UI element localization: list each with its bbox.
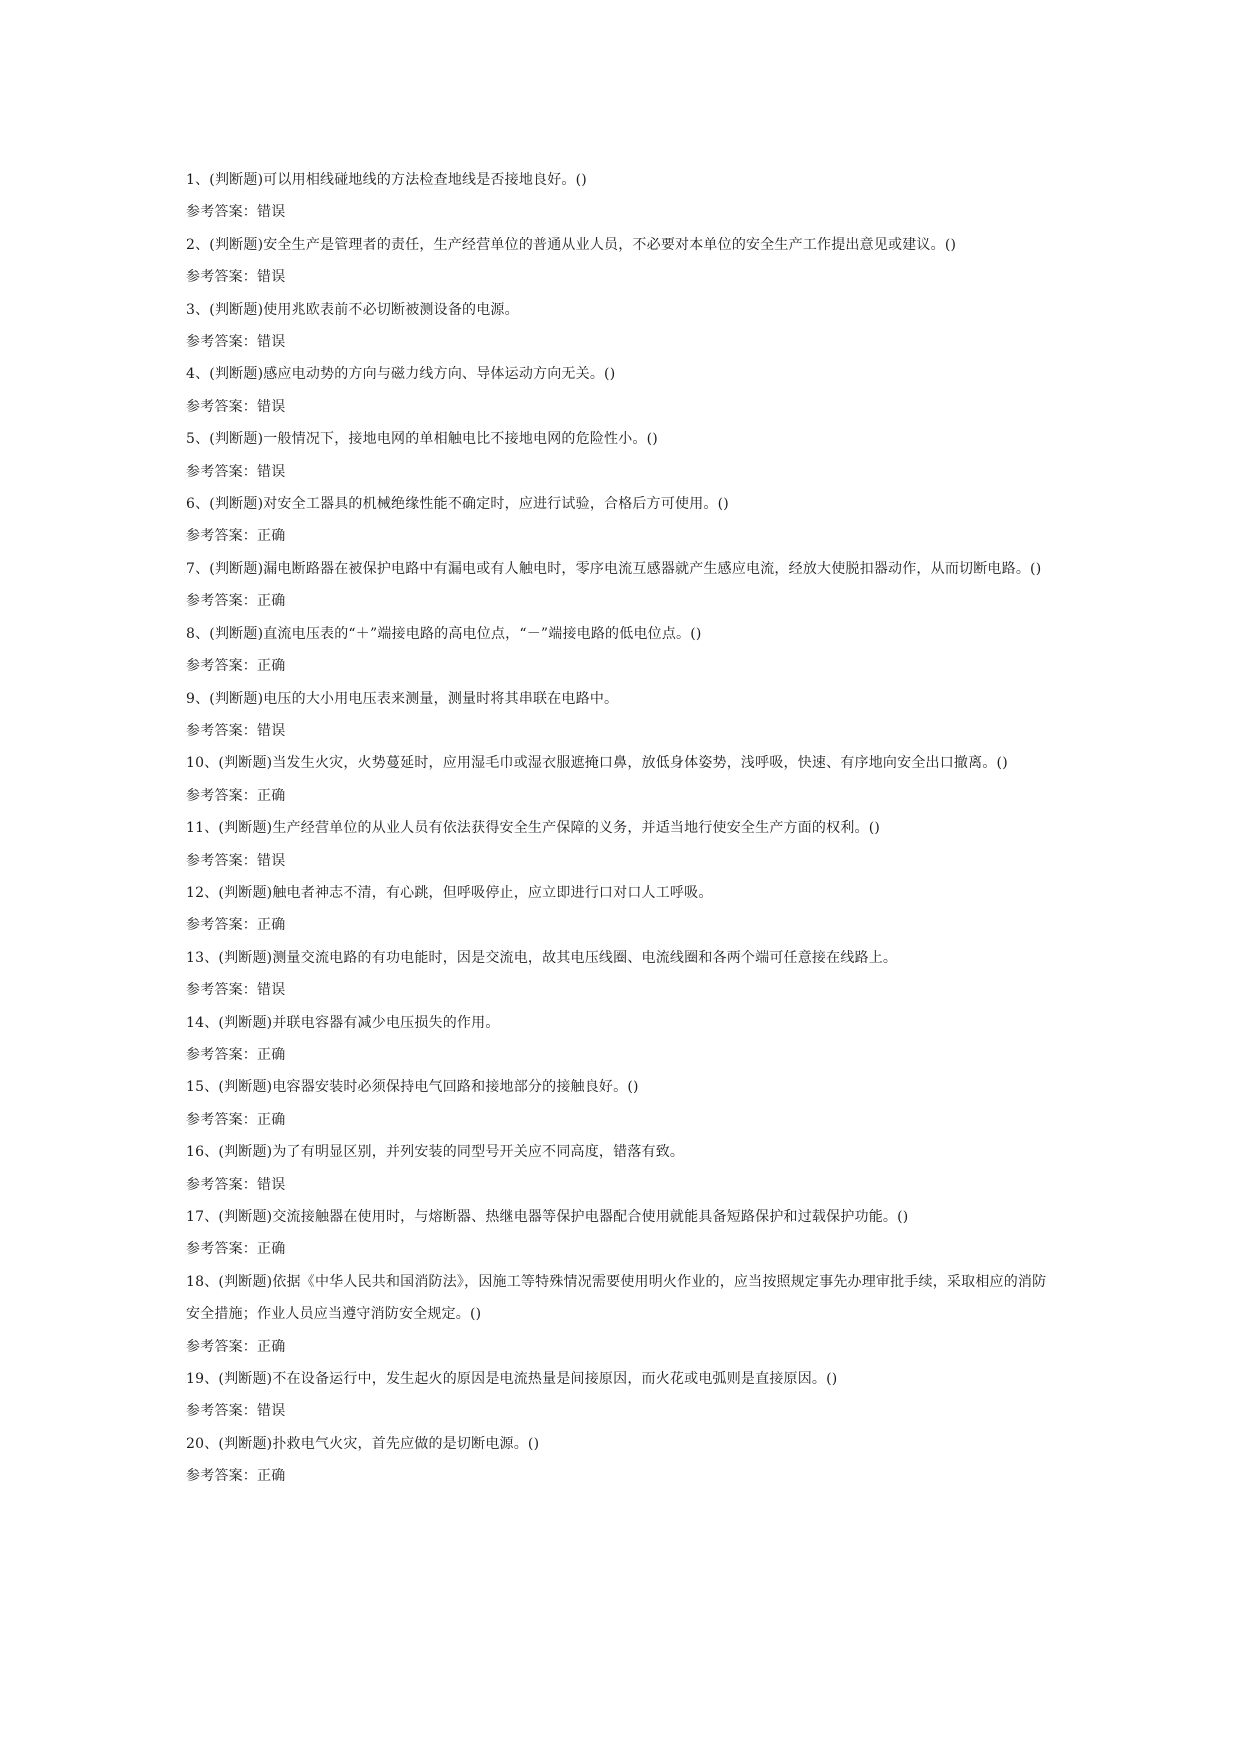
question-list (186, 164, 1056, 1493)
answer-line (186, 1039, 1056, 1071)
question-item (186, 164, 1056, 229)
question-text: 19、(判断题)不在设备运行中，发生起火的原因是电流热量是间接原因，而火花或电弧则是直接原因。() (186, 1371, 838, 1388)
answer-line (186, 650, 1056, 682)
answer-value: 错误 (257, 204, 286, 221)
answer-line (186, 456, 1056, 488)
answer-value: 错误 (257, 398, 286, 415)
answer-label: 参考答案： (186, 204, 257, 221)
question-item (186, 1136, 1056, 1201)
answer-value: 正确 (257, 917, 286, 934)
answer-label: 参考答案： (186, 593, 257, 610)
question-text: 18、(判断题)依据《中华人民共和国消防法》，因施工等特殊情况需要使用明火作业的，应当按照规定事先办理审批手续，采取相应的消防安全措施；作业人员应当遵守消防安全规定。() (186, 1273, 1047, 1323)
answer-value: 错误 (257, 1176, 286, 1193)
answer-line (186, 1104, 1056, 1136)
answer-label: 参考答案： (186, 398, 257, 415)
question-text: 11、(判断题)生产经营单位的从业人员有依法获得安全生产保障的义务，并适当地行使安全生产方面的权利。() (186, 820, 881, 837)
answer-label: 参考答案： (186, 528, 257, 545)
answer-line (186, 715, 1056, 747)
answer-line (186, 974, 1056, 1006)
answer-value: 正确 (257, 787, 286, 804)
question-text: 7、(判断题)漏电断路器在被保护电路中有漏电或有人触电时，零序电流互感器就产生感应电流，经放大使脱扣器动作，从而切断电路。() (186, 560, 1042, 577)
answer-value: 错误 (257, 269, 286, 286)
question-text: 12、(判断题)触电者神志不清，有心跳，但呼吸停止，应立即进行口对口人工呼吸。 (186, 884, 713, 901)
question-item (186, 942, 1056, 1007)
question-text: 13、(判断题)测量交流电路的有功电能时，因是交流电，故其电压线圈、电流线圈和各两个端可任意接在线路上。 (186, 949, 898, 966)
question-text: 2、(判断题)安全生产是管理者的责任，生产经营单位的普通从业人员，不必要对本单位的安全生产工作提出意见或建议。() (186, 236, 957, 253)
answer-line (186, 391, 1056, 423)
question-text: 5、(判断题)一般情况下，接地电网的单相触电比不接地电网的危险性小。() (186, 431, 658, 448)
question-text: 20、(判断题)扑救电气火灾，首先应做的是切断电源。() (186, 1435, 540, 1452)
answer-line (186, 1460, 1056, 1492)
question-item (186, 877, 1056, 942)
answer-label: 参考答案： (186, 1241, 257, 1258)
answer-value: 正确 (257, 1046, 286, 1063)
question-item (186, 229, 1056, 294)
question-text: 8、(判断题)直流电压表的“＋”端接电路的高电位点，“－”端接电路的低电位点。() (186, 625, 702, 642)
answer-line (186, 1331, 1056, 1363)
answer-label: 参考答案： (186, 1111, 257, 1128)
answer-value: 错误 (257, 1403, 286, 1420)
answer-label: 参考答案： (186, 722, 257, 739)
answer-label: 参考答案： (186, 1176, 257, 1193)
answer-value: 错误 (257, 463, 286, 480)
question-text: 6、(判断题)对安全工器具的机械绝缘性能不确定时，应进行试验，合格后方可使用。() (186, 496, 729, 513)
answer-line (186, 780, 1056, 812)
question-item (186, 683, 1056, 748)
answer-label: 参考答案： (186, 982, 257, 999)
answer-value: 正确 (257, 528, 286, 545)
question-text: 3、(判断题)使用兆欧表前不必切断被测设备的电源。 (186, 301, 519, 318)
question-text: 16、(判断题)为了有明显区别，并列安装的同型号开关应不同高度，错落有致。 (186, 1144, 685, 1161)
answer-line (186, 845, 1056, 877)
answer-value: 正确 (257, 1111, 286, 1128)
answer-label: 参考答案： (186, 1046, 257, 1063)
answer-label: 参考答案： (186, 1403, 257, 1420)
question-text: 14、(判断题)并联电容器有减少电压损失的作用。 (186, 1014, 500, 1031)
answer-label: 参考答案： (186, 269, 257, 286)
answer-label: 参考答案： (186, 1338, 257, 1355)
answer-value: 正确 (257, 1241, 286, 1258)
answer-line (186, 261, 1056, 293)
question-item (186, 1428, 1056, 1493)
answer-label: 参考答案： (186, 852, 257, 869)
question-text: 9、(判断题)电压的大小用电压表来测量，测量时将其串联在电路中。 (186, 690, 619, 707)
answer-line (186, 326, 1056, 358)
answer-line (186, 585, 1056, 617)
answer-value: 错误 (257, 722, 286, 739)
question-text: 15、(判断题)电容器安装时必须保持电气回路和接地部分的接触良好。() (186, 1079, 639, 1096)
answer-value: 正确 (257, 593, 286, 610)
question-item (186, 812, 1056, 877)
answer-line (186, 1233, 1056, 1265)
question-item (186, 1007, 1056, 1072)
answer-value: 错误 (257, 982, 286, 999)
question-text: 10、(判断题)当发生火灾，火势蔓延时，应用湿毛巾或湿衣服遮掩口鼻，放低身体姿势，浅呼吸，快速、有序地向安全出口撤离。() (186, 755, 1008, 772)
answer-value: 正确 (257, 1468, 286, 1485)
question-text: 4、(判断题)感应电动势的方向与磁力线方向、导体运动方向无关。() (186, 366, 616, 383)
answer-label: 参考答案： (186, 917, 257, 934)
answer-line (186, 909, 1056, 941)
answer-line (186, 1169, 1056, 1201)
question-item (186, 1071, 1056, 1136)
answer-value: 错误 (257, 852, 286, 869)
question-item (186, 358, 1056, 423)
answer-value: 错误 (257, 334, 286, 351)
question-item (186, 423, 1056, 488)
question-item (186, 1266, 1056, 1363)
answer-value: 正确 (257, 1338, 286, 1355)
answer-line (186, 196, 1056, 228)
answer-line (186, 1395, 1056, 1427)
question-item (186, 747, 1056, 812)
answer-label: 参考答案： (186, 334, 257, 351)
question-text: 17、(判断题)交流接触器在使用时，与熔断器、热继电器等保护电器配合使用就能具备短路保护和过载保护功能。() (186, 1209, 909, 1225)
question-item (186, 1363, 1056, 1428)
question-item (186, 553, 1056, 618)
answer-label: 参考答案： (186, 658, 257, 675)
question-item (186, 1201, 1056, 1266)
answer-value: 正确 (257, 658, 286, 675)
answer-label: 参考答案： (186, 1468, 257, 1485)
answer-label: 参考答案： (186, 463, 257, 480)
question-item (186, 294, 1056, 359)
question-item (186, 618, 1056, 683)
question-text: 1、(判断题)可以用相线碰地线的方法检查地线是否接地良好。() (186, 172, 587, 188)
answer-label: 参考答案： (186, 787, 257, 804)
answer-line (186, 520, 1056, 552)
question-item (186, 488, 1056, 553)
